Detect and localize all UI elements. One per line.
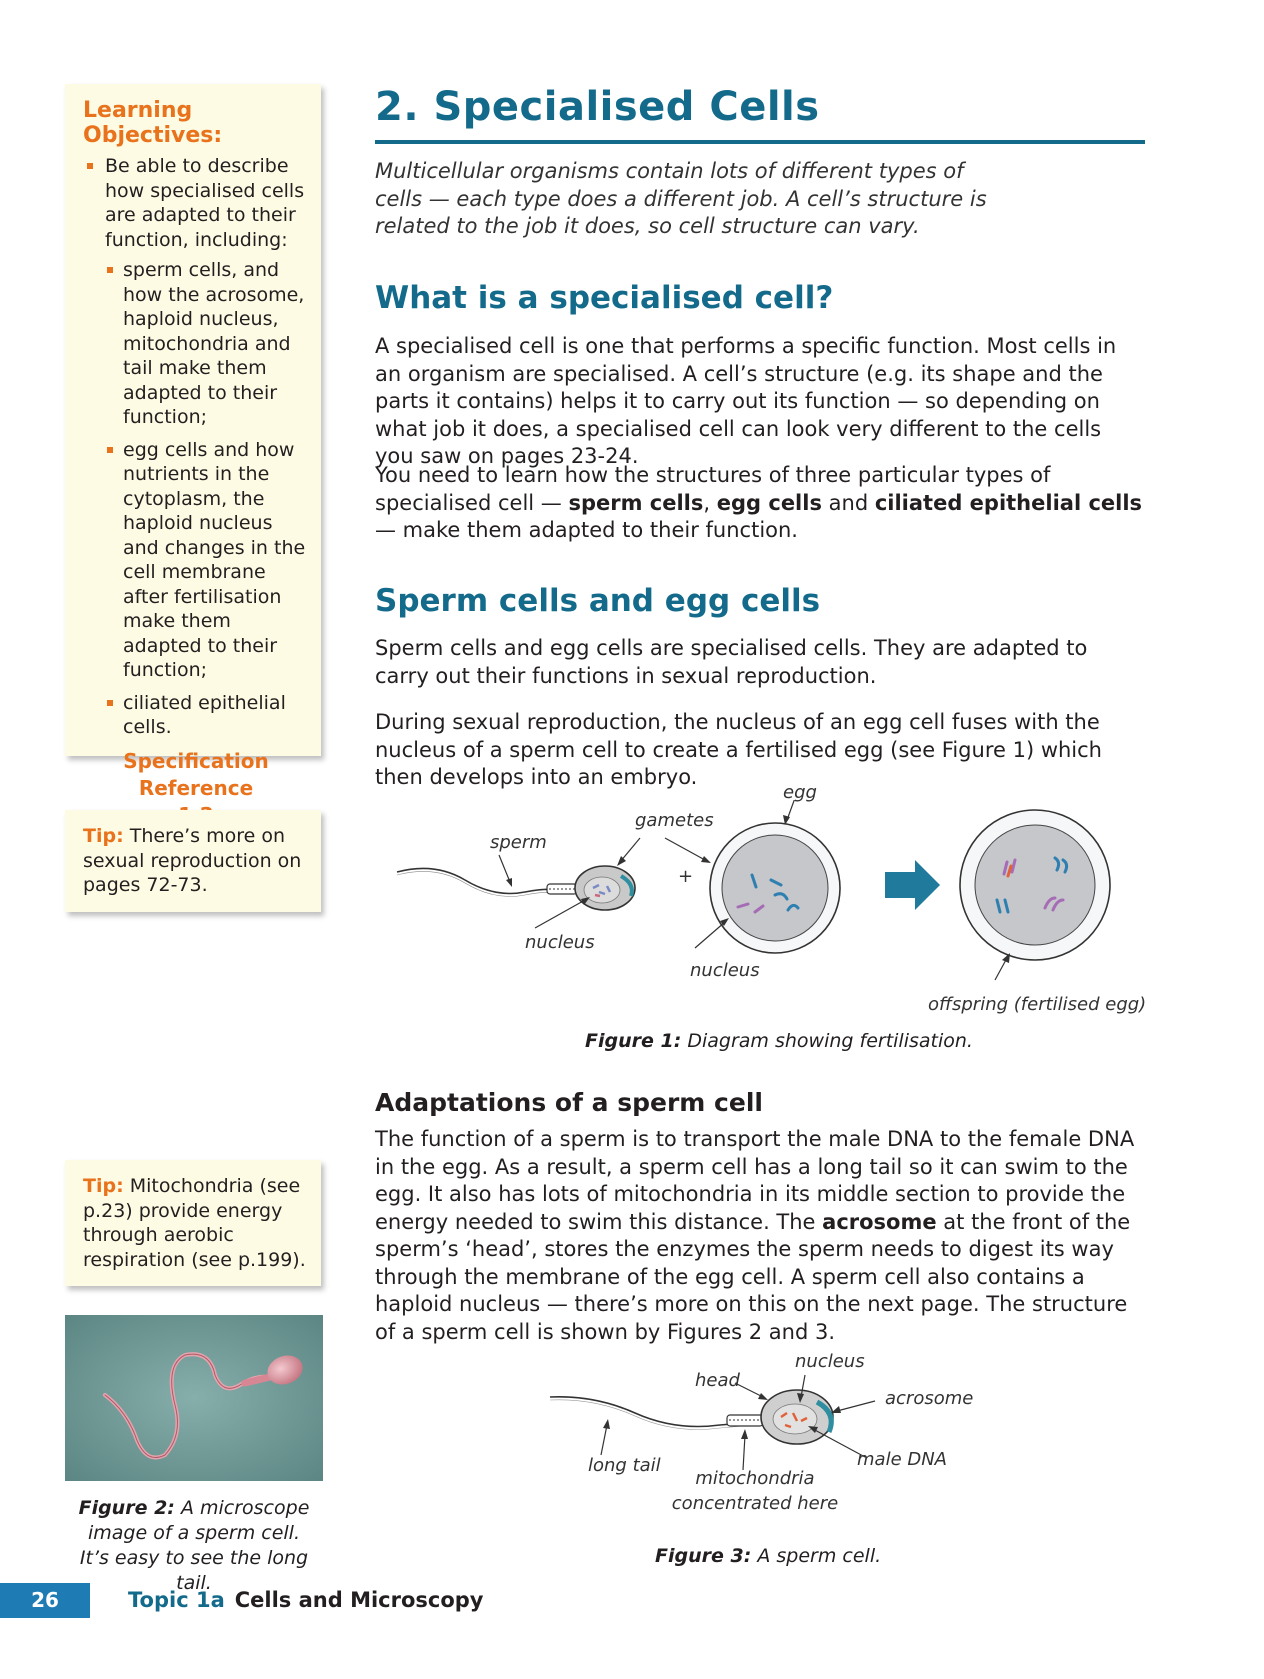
label-nucleus-sperm: nucleus — [525, 932, 595, 953]
figure1-caption — [585, 1030, 973, 1052]
bold-term-sperm: sperm cells — [568, 490, 704, 515]
para-text: and — [821, 490, 875, 515]
para-text: The function of a sperm is to transport the male DNA to the female DNA in the egg. As a result, a sperm cell has a long tail so it can swim to the egg. It also has lots of mitochondria in its middle section to provide the energy needed to swim this distance. The — [375, 1127, 1135, 1234]
label-egg: egg — [783, 782, 817, 803]
figure3-caption-text: A sperm cell. — [757, 1545, 882, 1567]
learning-objectives-box — [65, 84, 321, 800]
page-title: 2. Specialised Cells — [375, 84, 820, 130]
objectives-list — [83, 154, 309, 740]
label-gametes: gametes — [635, 810, 714, 831]
section2-para1: Sperm cells and egg cells are specialised cells. They are adapted to carry out their functions in sexual reproduction. — [375, 636, 1088, 688]
figure1-diagram — [395, 782, 1155, 1020]
label-mitochondria — [670, 1466, 840, 1516]
label-mito-line1: mitochondria — [695, 1468, 815, 1489]
label-nucleus: nucleus — [795, 1351, 865, 1372]
figure2-caption-line1 — [60, 1496, 328, 1521]
figure2-caption — [60, 1496, 328, 1596]
section-heading-sperm-adaptations: Adaptations of a sperm cell — [375, 1088, 763, 1117]
label-offspring: offspring (fertilised egg) — [928, 994, 1147, 1015]
objective-subitem: ciliated epithelial cells. — [105, 691, 309, 740]
label-male-dna: male DNA — [857, 1449, 947, 1470]
label-acrosome: acrosome — [885, 1388, 974, 1409]
sperm-micrograph-svg — [65, 1315, 323, 1481]
bold-term-acrosome: acrosome — [822, 1209, 937, 1234]
para-text: at the front of the sperm’s ‘head’, stores the enzymes the sperm needs to digest its way through the membrane of the egg cell. A sperm cell also contains a haploid nucleus — there’s more on this on the next page. The structure of a sperm cell is shown by Figures 2 and 3. — [375, 1209, 1131, 1344]
para-text: You need to learn how the structures of three particular types of specialised cell — — [375, 463, 1051, 515]
figure3-label: Figure 3: — [655, 1545, 752, 1567]
section2-para2: During sexual reproduction, the nucleus of an egg cell fuses with the nucleus of a sperm cell to create a fertilised egg (see Figure 1) which then develops into an embryo. — [375, 710, 1102, 789]
section3-para — [375, 1126, 1145, 1346]
figure2-caption-text1: A microscope — [180, 1497, 310, 1519]
tip-text: Mitochondria (see p.23) provide energy through aerobic respiration (see p.199). — [83, 1175, 306, 1271]
figure2-caption-line3: It’s easy to see the long tail. — [79, 1547, 309, 1594]
tip-box-mitochondria — [65, 1160, 321, 1286]
footer-title: Cells and Microscopy — [234, 1588, 484, 1612]
section-heading-sperm-egg: Sperm cells and egg cells — [375, 583, 821, 619]
section1-para1: A specialised cell is one that performs a specific function. Most cells in an organism are specialised. A cell’s structure (e.g. its shape and the parts it contains) helps it to carry out its function — so depending on what job it does, a specialised cell can look very different to the cells you saw on pages 23-24. — [375, 334, 1117, 468]
label-plus: + — [678, 866, 694, 887]
label-head: head — [695, 1370, 740, 1391]
objective-subitem: egg cells and how nutrients in the cytoplasm, the haploid nucleus and changes in the cell membrane after fertilisation make them adapted to their function; — [105, 438, 309, 683]
para-text: , — [703, 490, 717, 515]
bold-term-ciliated: ciliated epithelial cells — [874, 490, 1143, 515]
figure2-caption-line2: image of a sperm cell. — [88, 1522, 300, 1544]
figure2-label: Figure 2: — [78, 1497, 175, 1519]
learning-objectives-title: Learning Objectives: — [83, 98, 223, 148]
figure1-caption-text: Diagram showing fertilisation. — [687, 1030, 973, 1052]
figure3-diagram — [545, 1351, 985, 1530]
tip-box-reproduction — [65, 810, 321, 912]
objective-subitem: sperm cells, and how the acrosome, haploid nucleus, mitochondria and tail make them adapted to their function; — [105, 258, 309, 430]
footer-topic-title — [128, 1588, 484, 1612]
intro-paragraph: Multicellular organisms contain lots of different types of cells — each type does a different job. A cell’s structure is related to the job it does, so cell structure can vary. — [375, 159, 987, 238]
footer-topic: Topic 1a — [128, 1588, 225, 1612]
objective-item — [83, 154, 309, 740]
tip-text: There’s more on sexual reproduction on pages 72-73. — [83, 825, 302, 896]
para-text: — make them adapted to their function. — [375, 518, 798, 542]
tip-label: Tip: — [83, 1175, 124, 1197]
bold-term-egg: egg cells — [716, 490, 822, 515]
objective-sublist — [105, 258, 309, 740]
label-mito-line2: concentrated here — [671, 1493, 839, 1514]
figure1-label: Figure 1: — [585, 1030, 682, 1052]
sperm-micrograph — [65, 1315, 323, 1481]
tip-label: Tip: — [83, 825, 124, 847]
section-heading-specialised-cell: What is a specialised cell? — [375, 280, 834, 316]
label-nucleus-egg: nucleus — [690, 960, 760, 981]
section1-para2 — [375, 462, 1145, 545]
spec-label: Specification Reference — [123, 748, 269, 800]
title-rule — [375, 140, 1145, 144]
label-long-tail: long tail — [588, 1455, 661, 1476]
page-number: 26 — [0, 1583, 90, 1618]
label-sperm: sperm — [490, 832, 547, 853]
objective-intro: Be able to describe how specialised cells are adapted to their function, including: — [105, 155, 305, 251]
figure3-caption — [655, 1545, 881, 1567]
